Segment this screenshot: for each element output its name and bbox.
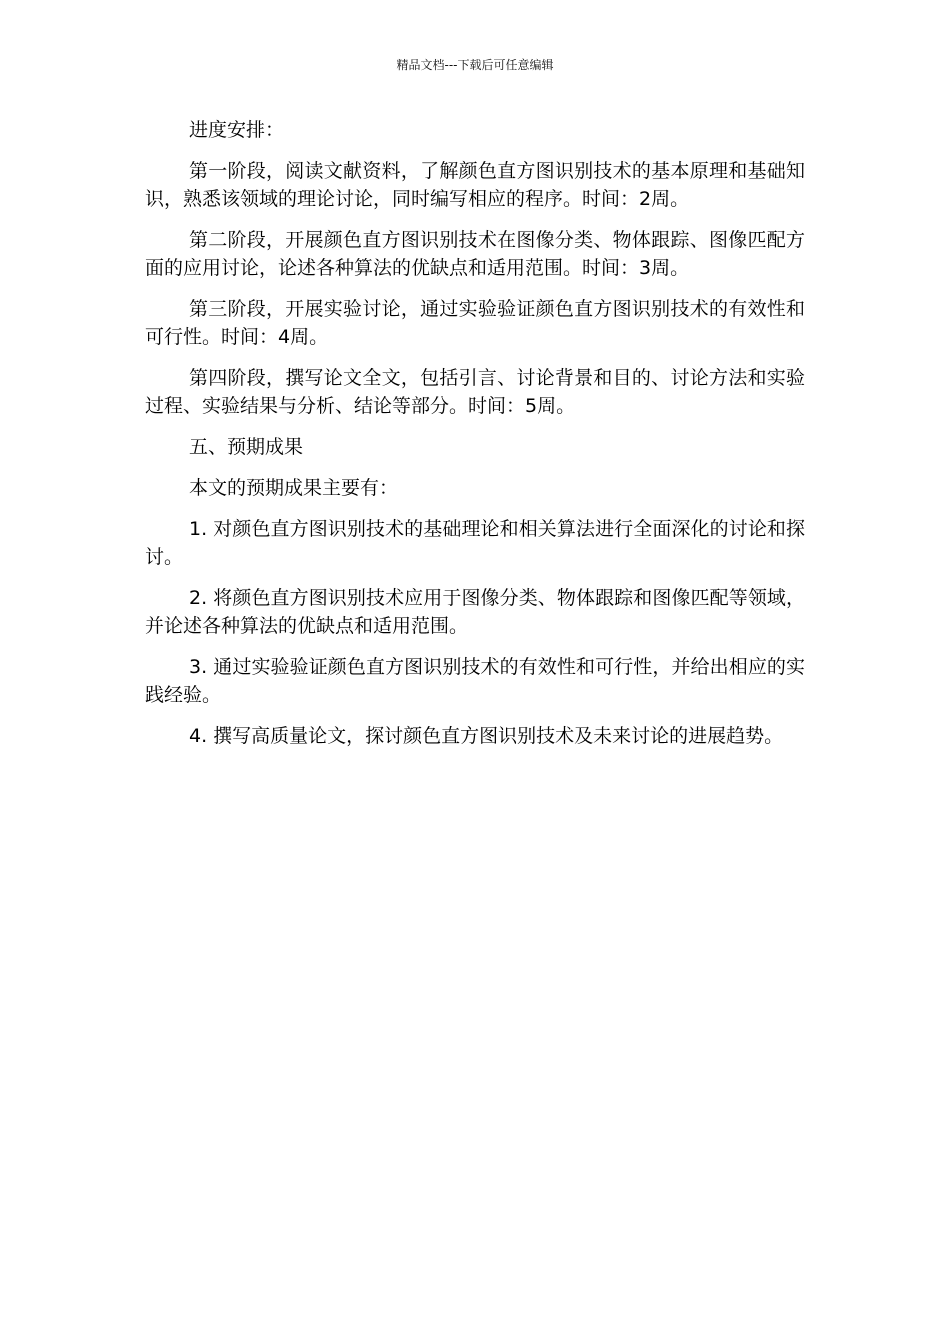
stage-three-paragraph: 第三阶段，开展实验讨论，通过实验验证颜色直方图识别技术的有效性和可行性。时间：4周。 [145,298,805,348]
expected-results-intro: 本文的预期成果主要有： [189,477,399,499]
result-item-4: 4. 撰写高质量论文，探讨颜色直方图识别技术及未来讨论的进展趋势。 [189,725,784,747]
result-item-1: 1. 对颜色直方图识别技术的基础理论和相关算法进行全面深化的讨论和探讨。 [145,518,805,568]
section-heading-expected-results: 五、预期成果 [189,436,304,458]
stage-four-paragraph: 第四阶段，撰写论文全文，包括引言、讨论背景和目的、讨论方法和实验过程、实验结果与分析、结论等部分。时间：5周。 [145,367,805,417]
stage-one-paragraph: 第一阶段，阅读文献资料，了解颜色直方图识别技术的基本原理和基础知识，熟悉该领域的理论讨论，同时编写相应的程序。时间：2周。 [145,160,805,210]
result-item-2: 2. 将颜色直方图识别技术应用于图像分类、物体跟踪和图像匹配等领域，并论述各种算法的优缺点和适用范围。 [145,587,805,637]
result-item-3: 3. 通过实验验证颜色直方图识别技术的有效性和可行性，并给出相应的实践经验。 [145,656,805,706]
header-note: 精品文档---下载后可任意编辑 [396,58,554,72]
document-body [145,116,805,763]
schedule-heading: 进度安排： [189,119,285,141]
stage-two-paragraph: 第二阶段，开展颜色直方图识别技术在图像分类、物体跟踪、图像匹配方面的应用讨论，论述各种算法的优缺点和适用范围。时间：3周。 [145,229,805,279]
